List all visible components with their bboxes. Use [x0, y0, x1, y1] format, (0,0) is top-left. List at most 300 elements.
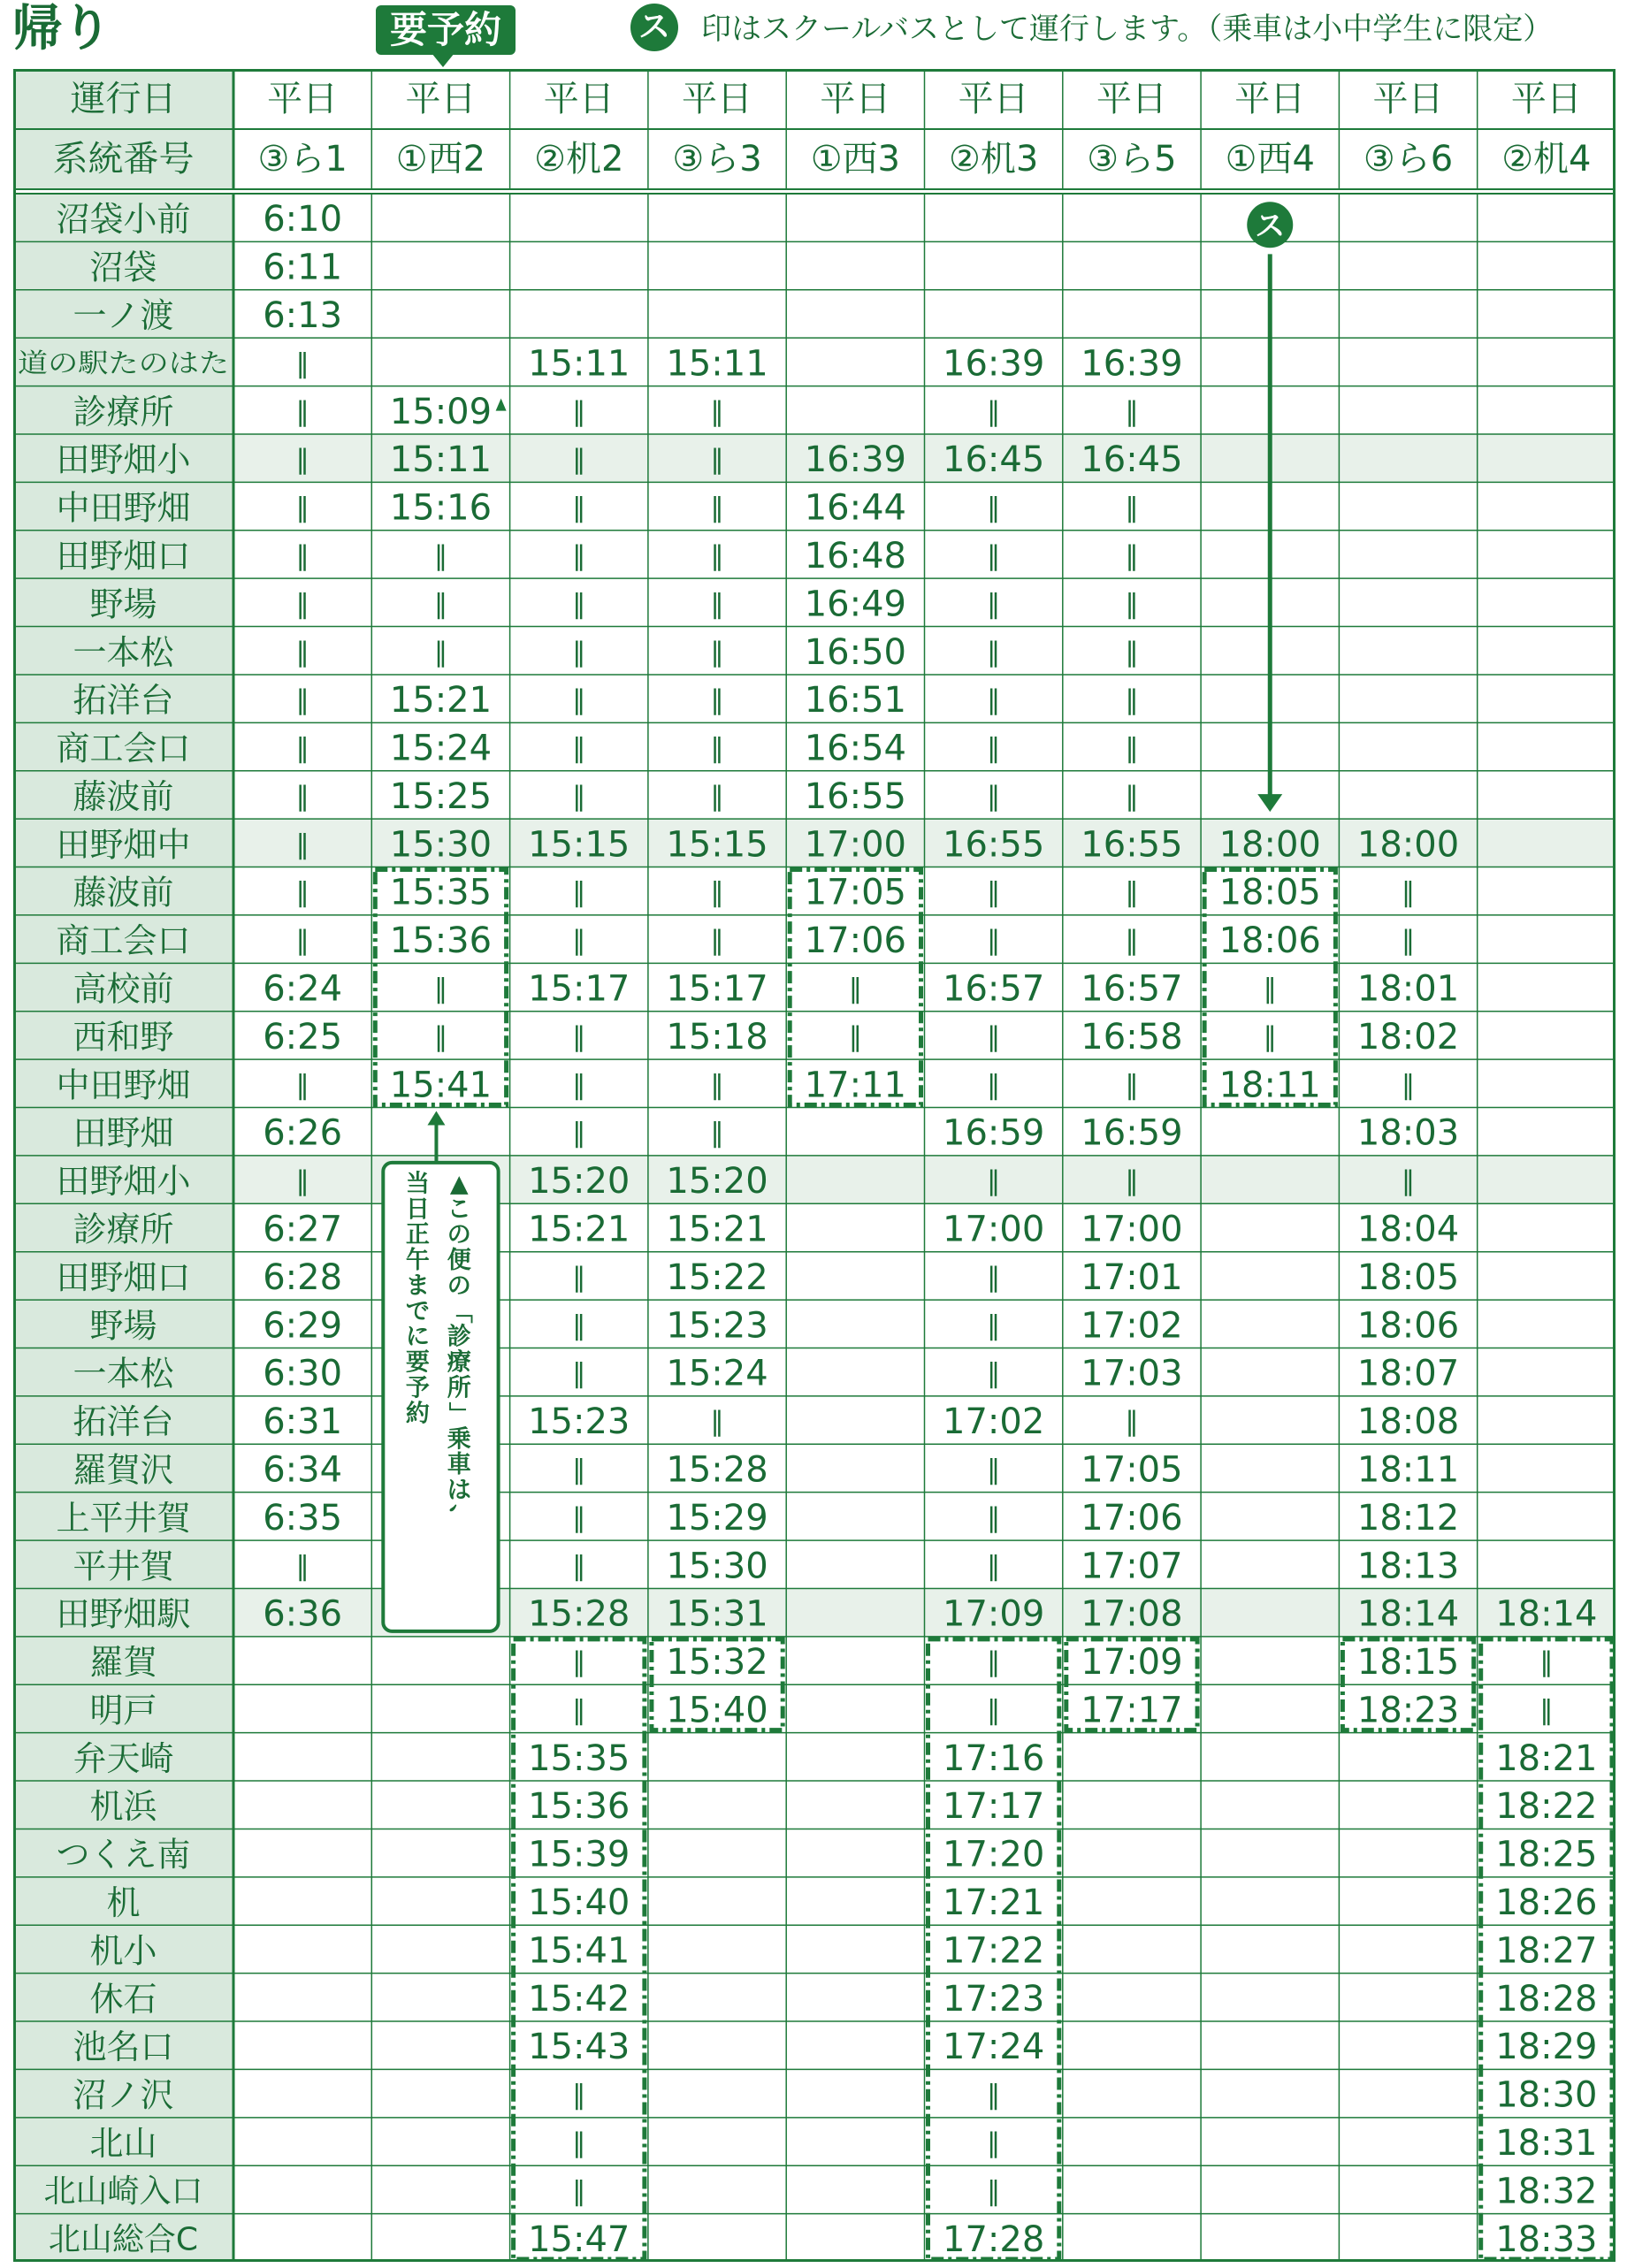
pass-mark: ‖	[1125, 925, 1139, 957]
pass-mark: ‖	[1402, 1069, 1416, 1101]
stop-name: 明戸	[89, 1691, 157, 1730]
note-pointer-arrowhead	[427, 1111, 445, 1126]
time-cell: 15:29	[666, 1497, 768, 1539]
pass-mark: ‖	[710, 684, 724, 716]
pass-mark: ‖	[572, 1694, 586, 1726]
page-title: 帰り	[12, 0, 111, 57]
stop-name: 池名口	[73, 2027, 174, 2067]
pass-mark: ‖	[987, 540, 1001, 572]
time-cell: 17:23	[943, 1978, 1045, 2020]
pass-mark: ‖	[1402, 925, 1416, 957]
pass-mark: ‖	[295, 925, 309, 957]
pass-mark: ‖	[710, 637, 724, 668]
reservation-note-char: は	[447, 1477, 471, 1505]
pass-mark: ‖	[1125, 396, 1139, 428]
pass-mark: ‖	[572, 588, 586, 620]
stop-name: 西和野	[73, 1017, 174, 1057]
time-cell: 18:15	[1356, 1642, 1460, 1684]
row-header-route-label: 系統番号	[52, 139, 195, 179]
time-cell: 15:20	[666, 1161, 768, 1203]
pass-mark: ‖	[987, 2080, 1001, 2111]
reservation-note-char: 便	[447, 1247, 471, 1275]
time-cell: 16:59	[943, 1112, 1045, 1154]
time-cell: 17:24	[943, 2027, 1045, 2068]
reservation-note-box	[383, 1163, 498, 1631]
time-cell: 15:11	[666, 343, 768, 385]
column-day: 平日	[1234, 79, 1306, 119]
stop-name: つくえ南	[56, 1835, 191, 1875]
time-cell: 16:57	[1081, 968, 1183, 1010]
stop-name: 田野畑中	[56, 825, 191, 865]
pass-mark: ‖	[295, 396, 309, 428]
pass-mark: ‖	[572, 1118, 586, 1149]
time-cell: 18:32	[1495, 2171, 1598, 2212]
time-cell: 15:28	[666, 1449, 768, 1491]
pass-mark: ‖	[987, 1454, 1001, 1485]
reservation-note-char: 要	[405, 1348, 430, 1377]
pass-mark: ‖	[572, 637, 586, 668]
time-cell: 15:39	[528, 1834, 630, 1875]
time-cell: 18:13	[1356, 1546, 1460, 1587]
time-cell: 6:30	[263, 1353, 343, 1394]
column-day: 平日	[682, 79, 753, 119]
reservation-note-char: 乗	[447, 1425, 471, 1454]
row-header-day-label: 運行日	[70, 79, 177, 119]
pass-mark: ‖	[987, 2175, 1001, 2207]
pass-mark: ‖	[710, 396, 724, 428]
time-cell: 15:17	[528, 968, 630, 1010]
pass-mark: ‖	[572, 1021, 586, 1053]
time-cell: 17:06	[804, 920, 906, 962]
column-day: 平日	[405, 79, 477, 119]
reservation-note-char: ま	[405, 1271, 430, 1300]
time-cell: 17:09	[1081, 1642, 1183, 1684]
pass-mark: ‖	[987, 1694, 1001, 1726]
pass-mark: ‖	[295, 1069, 309, 1101]
pass-mark: ‖	[572, 1646, 586, 1678]
pass-mark: ‖	[987, 733, 1001, 765]
stop-name: 拓洋台	[73, 681, 174, 721]
time-cell: 6:11	[263, 247, 343, 288]
reservation-note-char: こ	[447, 1195, 471, 1224]
time-cell: 15:30	[666, 1546, 768, 1587]
reservation-note-char: 診	[447, 1323, 471, 1351]
time-cell: 6:25	[263, 1016, 343, 1058]
stop-name: 中田野畑	[56, 1065, 191, 1105]
reservation-note-char: 正	[405, 1221, 430, 1249]
time-cell: 15:09	[389, 391, 493, 432]
time-cell: 15:11	[528, 343, 630, 385]
pass-mark: ‖	[1125, 637, 1139, 668]
stop-name: 田野畑小	[56, 440, 191, 480]
pass-mark: ‖	[295, 1550, 309, 1582]
time-cell: 17:03	[1081, 1353, 1183, 1394]
time-cell: 16:50	[804, 631, 906, 673]
time-cell: 15:35	[389, 872, 493, 913]
pass-mark: ‖	[572, 684, 586, 716]
time-cell: 15:15	[528, 824, 630, 866]
pass-mark: ‖	[1402, 877, 1416, 909]
reservation-note-char: 予	[405, 1374, 430, 1402]
column-day: 平日	[267, 79, 339, 119]
time-cell: 18:29	[1495, 2027, 1598, 2068]
time-cell: 15:23	[528, 1401, 630, 1443]
time-cell: 15:28	[528, 1593, 630, 1635]
time-cell: 17:16	[943, 1737, 1045, 1779]
stop-name: 田野畑	[73, 1113, 174, 1153]
pass-mark: ‖	[572, 1262, 586, 1294]
pass-mark: ‖	[295, 540, 309, 572]
time-cell: 15:31	[666, 1593, 768, 1635]
pass-mark: ‖	[295, 829, 309, 860]
pass-mark: ‖	[848, 974, 862, 1005]
pass-mark: ‖	[572, 444, 586, 476]
time-cell: 15:25	[389, 775, 493, 817]
time-cell: 6:26	[263, 1112, 343, 1154]
pass-mark: ‖	[987, 684, 1001, 716]
pass-mark: ‖	[572, 1454, 586, 1485]
header-separator	[13, 189, 1616, 194]
pass-mark: ‖	[848, 1021, 862, 1053]
timetable-grid	[13, 69, 1616, 2262]
time-cell: 18:08	[1356, 1401, 1460, 1443]
time-cell: 6:27	[263, 1209, 343, 1250]
reservation-note-char: 約	[405, 1400, 430, 1428]
pass-mark: ‖	[1539, 1694, 1554, 1726]
stop-name: 机浜	[89, 1787, 157, 1827]
pass-mark: ‖	[295, 493, 309, 524]
time-cell: 18:00	[1218, 824, 1321, 866]
stop-name: 野場	[89, 584, 157, 624]
pass-mark: ‖	[987, 1502, 1001, 1534]
pass-mark: ‖	[295, 1165, 309, 1197]
time-cell: 16:44	[804, 487, 906, 529]
stop-name: 一ノ渡	[73, 295, 174, 335]
time-cell: 18:25	[1495, 1834, 1598, 1875]
pass-mark: ‖	[987, 1069, 1001, 1101]
pass-mark: ‖	[1125, 684, 1139, 716]
time-cell: 18:06	[1218, 920, 1321, 962]
time-cell: 18:04	[1356, 1209, 1460, 1250]
pass-mark: ‖	[987, 925, 1001, 957]
reservation-note-char: の	[447, 1271, 471, 1300]
time-cell: 15:36	[528, 1786, 630, 1828]
time-cell: 18:11	[1218, 1065, 1321, 1106]
stop-name: 沼袋	[89, 248, 157, 287]
column-route: ③ら5	[1087, 139, 1177, 179]
time-cell: 18:21	[1495, 1737, 1598, 1779]
column-route: ③ら6	[1363, 139, 1454, 179]
column-route: ①西2	[395, 139, 486, 179]
pass-mark: ‖	[987, 1021, 1001, 1053]
pass-mark: ‖	[1539, 1646, 1554, 1678]
time-cell: 17:00	[943, 1209, 1045, 1250]
stop-name: 道の駅たのはた	[18, 347, 229, 379]
time-cell: 16:55	[943, 824, 1045, 866]
time-cell: 15:11	[389, 439, 493, 481]
reservation-note-char: ▲	[449, 1170, 469, 1198]
column-day: 平日	[1096, 79, 1167, 119]
time-cell: 18:27	[1495, 1930, 1598, 1972]
time-cell: 17:17	[943, 1786, 1045, 1828]
time-cell: 18:28	[1495, 1978, 1598, 2020]
time-cell: 15:17	[666, 968, 768, 1010]
time-cell: 15:47	[528, 2218, 630, 2260]
stop-name: 北山	[89, 2124, 157, 2164]
pass-mark: ‖	[572, 1502, 586, 1534]
reservation-note-char: 車	[447, 1451, 471, 1479]
time-cell: 18:05	[1218, 872, 1321, 913]
time-cell: 18:02	[1356, 1016, 1460, 1058]
time-cell: 6:31	[263, 1401, 343, 1443]
pass-mark: ‖	[1125, 1165, 1139, 1197]
stop-name: 藤波前	[73, 776, 174, 816]
pass-mark: ‖	[433, 637, 447, 668]
pass-mark: ‖	[572, 2127, 586, 2159]
pass-mark: ‖	[572, 2175, 586, 2207]
time-cell: 15:30	[389, 824, 493, 866]
column-day: 平日	[1510, 79, 1582, 119]
time-cell: 16:58	[1081, 1016, 1183, 1058]
time-cell: 17:21	[943, 1882, 1045, 1924]
time-cell: 18:14	[1495, 1593, 1598, 1635]
time-cell: 16:51	[804, 680, 906, 722]
stop-name: 田野畑小	[56, 1162, 191, 1202]
pass-mark: ‖	[572, 1550, 586, 1582]
reservation-note-char: 日	[405, 1195, 430, 1224]
stop-name: 平井賀	[73, 1546, 174, 1586]
time-cell: 17:05	[1081, 1449, 1183, 1491]
time-cell: 15:24	[389, 728, 493, 769]
time-cell: 18:30	[1495, 2074, 1598, 2116]
pass-mark: ‖	[710, 1406, 724, 1438]
time-cell: 18:00	[1356, 824, 1460, 866]
pass-mark: ‖	[710, 925, 724, 957]
time-cell: 17:09	[943, 1593, 1045, 1635]
pass-mark: ‖	[1263, 974, 1277, 1005]
time-cell: 17:11	[804, 1065, 906, 1106]
time-cell: 15:20	[528, 1161, 630, 1203]
pass-mark: ‖	[295, 444, 309, 476]
stop-name: 拓洋台	[73, 1402, 174, 1442]
reservation-note-char: 当	[405, 1170, 430, 1198]
time-cell: 16:55	[1081, 824, 1183, 866]
time-cell: 15:41	[389, 1065, 493, 1106]
pass-mark: ‖	[572, 1358, 586, 1390]
pass-mark: ‖	[295, 347, 309, 379]
stop-name: 診療所	[73, 1210, 174, 1249]
stop-name: 田野畑口	[56, 536, 191, 576]
time-cell: 16:48	[804, 535, 906, 577]
stop-name: 上平井賀	[56, 1498, 191, 1538]
reservation-note-char: の	[447, 1221, 471, 1249]
stop-name: 商工会口	[56, 921, 191, 961]
time-cell: 15:36	[389, 920, 493, 962]
stop-name: 沼袋小前	[56, 200, 191, 240]
time-cell: 18:01	[1356, 968, 1460, 1010]
time-cell: 6:28	[263, 1256, 343, 1298]
time-cell: 17:28	[943, 2218, 1045, 2260]
pass-mark: ‖	[572, 781, 586, 813]
pass-mark: ‖	[572, 925, 586, 957]
reservation-note-char: 」	[445, 1401, 473, 1426]
pass-mark: ‖	[1125, 1406, 1139, 1438]
time-cell: 15:35	[528, 1737, 630, 1779]
column-day: 平日	[543, 79, 615, 119]
time-cell: 16:39	[1081, 343, 1183, 385]
time-cell: 17:00	[804, 824, 906, 866]
time-cell: 16:55	[804, 775, 906, 817]
time-cell: 6:24	[263, 968, 343, 1010]
reservation-note-char: に	[405, 1323, 430, 1351]
pass-mark: ‖	[710, 1118, 724, 1149]
column-route: ②机2	[534, 139, 624, 179]
badge-pointer	[432, 53, 454, 67]
reservation-note-char: 「	[445, 1299, 473, 1324]
stop-name: 田野畑口	[56, 1257, 191, 1297]
time-cell: 18:11	[1356, 1449, 1460, 1491]
pass-mark: ‖	[987, 637, 1001, 668]
time-cell: 16:57	[943, 968, 1045, 1010]
time-cell: 15:41	[528, 1930, 630, 1972]
pass-mark: ‖	[1125, 781, 1139, 813]
pass-mark: ‖	[710, 444, 724, 476]
reservation-note-char: 療	[447, 1348, 471, 1377]
stop-name: 診療所	[73, 392, 174, 431]
pass-mark: ‖	[710, 1069, 724, 1101]
time-cell: 17:00	[1081, 1209, 1183, 1250]
pass-mark: ‖	[572, 1310, 586, 1341]
time-cell: 16:54	[804, 728, 906, 769]
pass-mark: ‖	[987, 1310, 1001, 1341]
pass-mark: ‖	[710, 493, 724, 524]
time-cell: 17:20	[943, 1834, 1045, 1875]
time-cell: 6:35	[263, 1497, 343, 1539]
time-cell: 15:24	[666, 1353, 768, 1394]
pass-mark: ‖	[1402, 1165, 1416, 1197]
pass-mark: ‖	[987, 1358, 1001, 1390]
time-cell: 16:39	[804, 439, 906, 481]
time-cell: 6:29	[263, 1305, 343, 1347]
pass-mark: ‖	[433, 974, 447, 1005]
column-route: ①西3	[810, 139, 901, 179]
stop-name: 机	[106, 1883, 141, 1923]
time-cell: 15:40	[528, 1882, 630, 1924]
pass-mark: ‖	[572, 877, 586, 909]
stop-name: 机小	[89, 1931, 157, 1971]
time-cell: 18:07	[1356, 1353, 1460, 1394]
pass-mark: ‖	[572, 2080, 586, 2111]
time-cell: 16:45	[1081, 439, 1183, 481]
pass-mark: ‖	[987, 781, 1001, 813]
pass-mark: ‖	[987, 1550, 1001, 1582]
pass-mark: ‖	[987, 877, 1001, 909]
pass-mark: ‖	[710, 877, 724, 909]
pass-mark: ‖	[710, 540, 724, 572]
stop-name: 藤波前	[73, 873, 174, 913]
column-route: ②机4	[1501, 139, 1592, 179]
time-cell: 15:40	[666, 1690, 768, 1731]
reservation-note-char: で	[405, 1297, 430, 1325]
time-cell: 18:05	[1356, 1256, 1460, 1298]
pass-mark: ‖	[987, 588, 1001, 620]
pass-mark: ‖	[295, 588, 309, 620]
time-cell: 18:33	[1495, 2218, 1598, 2260]
pass-mark: ‖	[987, 2127, 1001, 2159]
pass-mark: ‖	[1263, 1021, 1277, 1053]
stop-name: 羅賀	[89, 1643, 157, 1683]
time-cell: 16:45	[943, 439, 1045, 481]
pass-mark: ‖	[572, 540, 586, 572]
column-day: 平日	[820, 79, 891, 119]
school-bus-mark-icon: ス	[630, 4, 678, 51]
time-cell: 17:22	[943, 1930, 1045, 1972]
time-cell: 6:13	[263, 294, 343, 336]
school-bus-mark-label: ス	[1255, 209, 1286, 245]
pass-mark: ‖	[1125, 1069, 1139, 1101]
pass-mark: ‖	[295, 684, 309, 716]
time-cell: 15:21	[528, 1209, 630, 1250]
reservation-required-badge: 要予約	[376, 5, 516, 55]
stop-name: 弁天崎	[73, 1738, 174, 1778]
time-cell: 18:03	[1356, 1112, 1460, 1154]
time-cell: 16:59	[1081, 1112, 1183, 1154]
time-cell: 18:22	[1495, 1786, 1598, 1828]
column-route: ③ら1	[257, 139, 348, 179]
time-cell: 17:02	[1081, 1305, 1183, 1347]
time-cell: 15:32	[666, 1642, 768, 1684]
time-cell: 17:02	[943, 1401, 1045, 1443]
stop-name: 北山崎入口	[43, 2173, 203, 2210]
time-cell: 15:22	[666, 1256, 768, 1298]
stop-name: 一本松	[73, 1354, 174, 1394]
time-cell: 17:08	[1081, 1593, 1183, 1635]
time-cell: 15:23	[666, 1305, 768, 1347]
time-cell: 18:23	[1356, 1690, 1460, 1731]
pass-mark: ‖	[987, 1165, 1001, 1197]
time-cell: 18:26	[1495, 1882, 1598, 1924]
pass-mark: ‖	[1125, 493, 1139, 524]
time-cell: 15:42	[528, 1978, 630, 2020]
column-route: ③ら3	[672, 139, 762, 179]
time-cell: 15:16	[389, 487, 493, 529]
pass-mark: ‖	[295, 733, 309, 765]
time-cell: 18:06	[1356, 1305, 1460, 1347]
pass-mark: ‖	[987, 396, 1001, 428]
column-day: 平日	[958, 79, 1029, 119]
time-cell: 17:01	[1081, 1256, 1183, 1298]
school-bus-note: 印はスクールバスとして運行します。（乗車は小中学生に限定）	[701, 11, 1554, 47]
reservation-note-char: 所	[447, 1374, 471, 1402]
column-route: ②机3	[948, 139, 1039, 179]
pass-mark: ‖	[1125, 588, 1139, 620]
time-cell: 6:36	[263, 1593, 343, 1635]
pass-mark: ‖	[572, 396, 586, 428]
reservation-note-char: 、	[445, 1503, 473, 1528]
stop-name: 北山総合C	[48, 2221, 199, 2258]
stop-name: 高校前	[73, 969, 174, 1009]
column-route: ①西4	[1225, 139, 1315, 179]
reservation-marker-icon	[496, 399, 507, 411]
pass-mark: ‖	[1125, 877, 1139, 909]
time-cell: 18:14	[1356, 1593, 1460, 1635]
time-cell: 15:43	[528, 2027, 630, 2068]
time-cell: 17:17	[1081, 1690, 1183, 1731]
stop-name: 中田野畑	[56, 488, 191, 528]
stop-name: 商工会口	[56, 729, 191, 768]
pass-mark: ‖	[987, 493, 1001, 524]
time-cell: 15:21	[389, 680, 493, 722]
